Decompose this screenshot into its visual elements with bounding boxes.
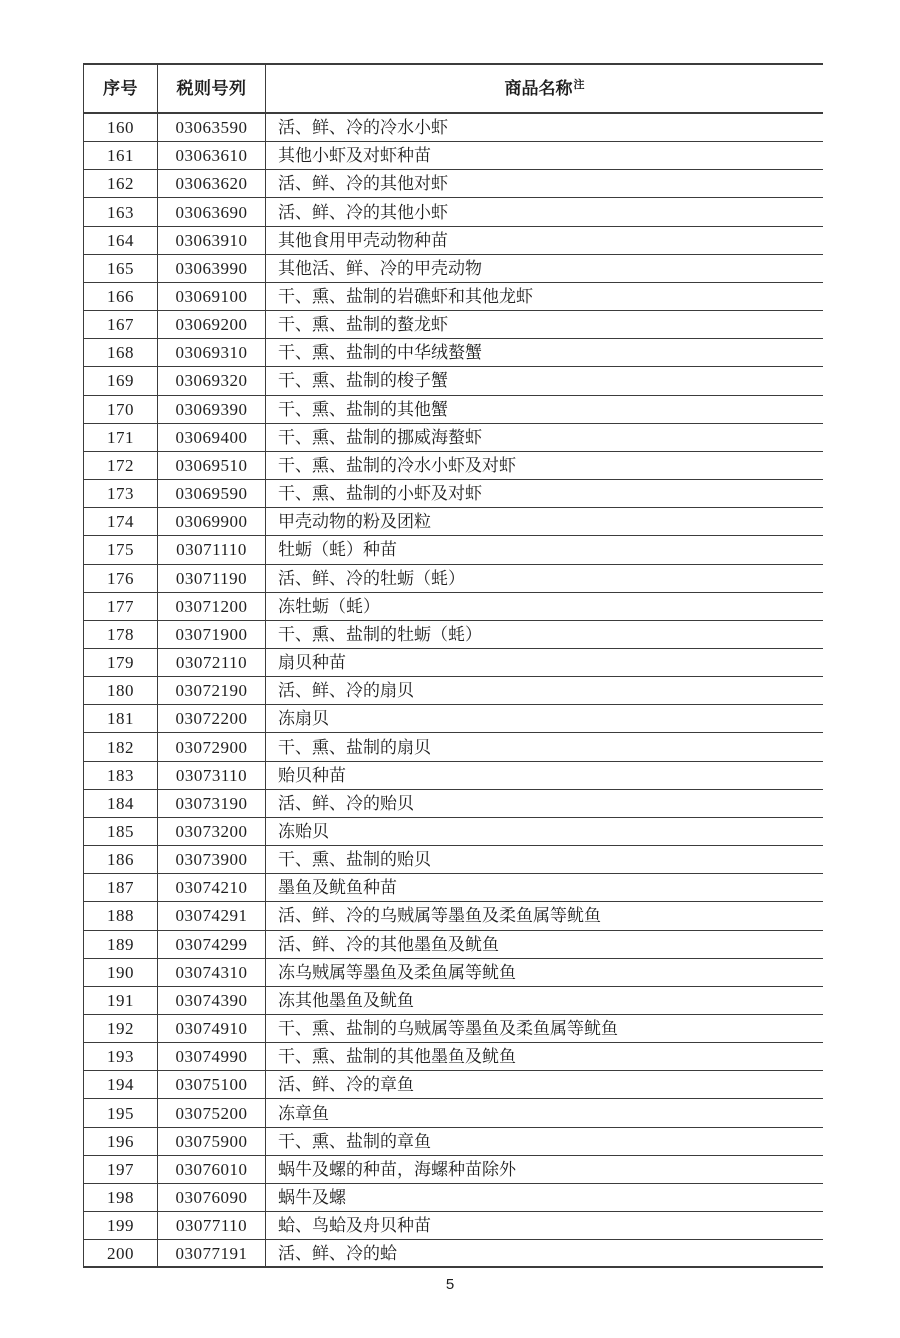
cell-name: 牡蛎（蚝）种苗 <box>278 540 397 560</box>
cell-code: 03074291 <box>158 902 266 929</box>
cell-name: 冻章鱼 <box>278 1103 329 1123</box>
cell-code: 03071200 <box>158 593 266 620</box>
cell-seq: 193 <box>84 1043 158 1070</box>
table-row <box>84 565 823 593</box>
cell-code: 03075900 <box>158 1128 266 1155</box>
table-row <box>84 762 823 790</box>
cell-name: 活、鲜、冷的贻贝 <box>278 793 414 813</box>
cell-name: 干、熏、盐制的岩礁虾和其他龙虾 <box>278 287 533 307</box>
cell-name: 蜗牛及螺 <box>278 1188 346 1208</box>
cell-name: 干、熏、盐制的其他蟹 <box>278 399 448 419</box>
table-row <box>84 367 823 395</box>
cell-name: 活、鲜、冷的其他小虾 <box>278 202 448 222</box>
cell-code: 03072900 <box>158 733 266 760</box>
cell-name: 干、熏、盐制的贻贝 <box>278 850 431 870</box>
table-row <box>84 790 823 818</box>
cell-name: 干、熏、盐制的其他墨鱼及鱿鱼 <box>278 1047 516 1067</box>
cell-seq: 175 <box>84 536 158 563</box>
cell-name: 冻扇贝 <box>278 709 329 729</box>
table-row <box>84 1128 823 1156</box>
table-row <box>84 1212 823 1240</box>
cell-seq: 190 <box>84 959 158 986</box>
header-cell-seq <box>84 65 158 112</box>
cell-name: 蛤、鸟蛤及舟贝种苗 <box>278 1216 431 1236</box>
cell-seq: 185 <box>84 818 158 845</box>
table-row <box>84 508 823 536</box>
cell-seq: 181 <box>84 705 158 732</box>
table-row <box>84 818 823 846</box>
cell-name: 其他食用甲壳动物种苗 <box>278 230 448 250</box>
cell-name: 干、熏、盐制的乌贼属等墨鱼及柔鱼属等鱿鱼 <box>278 1019 618 1039</box>
table-row <box>84 649 823 677</box>
cell-code: 03069310 <box>158 339 266 366</box>
cell-seq: 173 <box>84 480 158 507</box>
table-row <box>84 902 823 930</box>
cell-code: 03077191 <box>158 1240 266 1266</box>
header-code-label: 税则号列 <box>176 79 247 98</box>
cell-name: 活、鲜、冷的乌贼属等墨鱼及柔鱼属等鱿鱼 <box>278 906 601 926</box>
table-body <box>84 114 823 1268</box>
cell-name: 干、熏、盐制的螯龙虾 <box>278 315 448 335</box>
cell-name: 干、熏、盐制的冷水小虾及对虾 <box>278 455 516 475</box>
table-row <box>84 480 823 508</box>
cell-name: 干、熏、盐制的梭子蟹 <box>278 371 448 391</box>
table-row <box>84 1184 823 1212</box>
cell-name: 干、熏、盐制的中华绒螯蟹 <box>278 343 482 363</box>
cell-seq: 177 <box>84 593 158 620</box>
table-row <box>84 536 823 564</box>
cell-code: 03075100 <box>158 1071 266 1098</box>
table-row <box>84 283 823 311</box>
table-row <box>84 311 823 339</box>
table-row <box>84 1071 823 1099</box>
cell-seq: 171 <box>84 424 158 451</box>
cell-code: 03069390 <box>158 396 266 423</box>
cell-name: 活、鲜、冷的牡蛎（蚝） <box>278 568 465 588</box>
table-row <box>84 1043 823 1071</box>
cell-code: 03073200 <box>158 818 266 845</box>
cell-seq: 174 <box>84 508 158 535</box>
cell-code: 03076090 <box>158 1184 266 1211</box>
cell-seq: 161 <box>84 142 158 169</box>
cell-name: 干、熏、盐制的挪威海螯虾 <box>278 427 482 447</box>
cell-code: 03074390 <box>158 987 266 1014</box>
table-row <box>84 339 823 367</box>
table-row <box>84 114 823 142</box>
table-row <box>84 170 823 198</box>
cell-name: 活、鲜、冷的其他对虾 <box>278 174 448 194</box>
cell-code: 03071110 <box>158 536 266 563</box>
table-row <box>84 1240 823 1268</box>
cell-seq: 169 <box>84 367 158 394</box>
cell-seq: 194 <box>84 1071 158 1098</box>
cell-code: 03073190 <box>158 790 266 817</box>
cell-code: 03073900 <box>158 846 266 873</box>
cell-seq: 198 <box>84 1184 158 1211</box>
table-row <box>84 593 823 621</box>
cell-code: 03071900 <box>158 621 266 648</box>
cell-code: 03063910 <box>158 227 266 254</box>
cell-code: 03074210 <box>158 874 266 901</box>
cell-code: 03074990 <box>158 1043 266 1070</box>
table-row <box>84 227 823 255</box>
cell-code: 03069590 <box>158 480 266 507</box>
cell-name: 活、鲜、冷的其他墨鱼及鱿鱼 <box>278 934 499 954</box>
cell-seq: 164 <box>84 227 158 254</box>
cell-seq: 188 <box>84 902 158 929</box>
cell-code: 03071190 <box>158 565 266 592</box>
cell-seq: 189 <box>84 931 158 958</box>
table-row <box>84 987 823 1015</box>
table-row <box>84 705 823 733</box>
cell-name: 墨鱼及鱿鱼种苗 <box>278 878 397 898</box>
cell-seq: 179 <box>84 649 158 676</box>
cell-name: 干、熏、盐制的章鱼 <box>278 1131 431 1151</box>
cell-code: 03069510 <box>158 452 266 479</box>
cell-name: 其他活、鲜、冷的甲壳动物 <box>278 258 482 278</box>
cell-name: 其他小虾及对虾种苗 <box>278 146 431 166</box>
cell-code: 03069400 <box>158 424 266 451</box>
cell-code: 03063610 <box>158 142 266 169</box>
cell-seq: 182 <box>84 733 158 760</box>
cell-seq: 167 <box>84 311 158 338</box>
cell-code: 03075200 <box>158 1099 266 1126</box>
cell-code: 03069200 <box>158 311 266 338</box>
cell-code: 03072110 <box>158 649 266 676</box>
cell-seq: 168 <box>84 339 158 366</box>
page-number: 5 <box>445 1276 455 1293</box>
cell-name: 干、熏、盐制的扇贝 <box>278 737 431 757</box>
header-seq-label: 序号 <box>103 79 138 98</box>
table-row <box>84 198 823 226</box>
cell-name: 冻其他墨鱼及鱿鱼 <box>278 990 414 1010</box>
table-row <box>84 424 823 452</box>
cell-code: 03063690 <box>158 198 266 225</box>
table-row <box>84 931 823 959</box>
table-row <box>84 677 823 705</box>
cell-code: 03074299 <box>158 931 266 958</box>
table-row <box>84 1015 823 1043</box>
cell-name: 干、熏、盐制的小虾及对虾 <box>278 484 482 504</box>
cell-name: 冻牡蛎（蚝） <box>278 596 380 616</box>
table-row <box>84 396 823 424</box>
cell-code: 03077110 <box>158 1212 266 1239</box>
cell-name: 扇贝种苗 <box>278 653 346 673</box>
cell-seq: 183 <box>84 762 158 789</box>
table-header-row <box>84 65 823 114</box>
cell-name: 蜗牛及螺的种苗，海螺种苗除外 <box>278 1159 516 1179</box>
cell-seq: 186 <box>84 846 158 873</box>
cell-seq: 180 <box>84 677 158 704</box>
header-cell-name: 商品名称 注 <box>504 78 585 98</box>
cell-name: 冻贻贝 <box>278 821 329 841</box>
cell-code: 03072200 <box>158 705 266 732</box>
table-row <box>84 733 823 761</box>
table-row <box>84 142 823 170</box>
cell-name: 贻贝种苗 <box>278 765 346 785</box>
cell-code: 03069100 <box>158 283 266 310</box>
cell-code: 03063590 <box>158 114 266 141</box>
table-row <box>84 874 823 902</box>
cell-seq: 187 <box>84 874 158 901</box>
cell-seq: 166 <box>84 283 158 310</box>
cell-seq: 184 <box>84 790 158 817</box>
tariff-table <box>83 63 823 1268</box>
cell-seq: 197 <box>84 1156 158 1183</box>
header-name-label: 商品名称 <box>504 79 573 98</box>
cell-seq: 200 <box>84 1240 158 1266</box>
cell-seq: 172 <box>84 452 158 479</box>
table-row <box>84 621 823 649</box>
cell-seq: 191 <box>84 987 158 1014</box>
cell-seq: 160 <box>84 114 158 141</box>
cell-name: 干、熏、盐制的牡蛎（蚝） <box>278 624 482 644</box>
cell-code: 03074910 <box>158 1015 266 1042</box>
cell-name: 活、鲜、冷的章鱼 <box>278 1075 414 1095</box>
cell-name: 活、鲜、冷的冷水小虾 <box>278 118 448 138</box>
cell-name: 冻乌贼属等墨鱼及柔鱼属等鱿鱼 <box>278 962 516 982</box>
cell-code: 03076010 <box>158 1156 266 1183</box>
cell-seq: 178 <box>84 621 158 648</box>
cell-code: 03069320 <box>158 367 266 394</box>
cell-seq: 163 <box>84 198 158 225</box>
table-row <box>84 452 823 480</box>
cell-code: 03069900 <box>158 508 266 535</box>
cell-seq: 192 <box>84 1015 158 1042</box>
cell-seq: 176 <box>84 565 158 592</box>
cell-seq: 196 <box>84 1128 158 1155</box>
cell-code: 03074310 <box>158 959 266 986</box>
cell-code: 03063620 <box>158 170 266 197</box>
cell-name: 活、鲜、冷的蛤 <box>278 1243 397 1263</box>
cell-seq: 195 <box>84 1099 158 1126</box>
header-cell-code <box>158 65 266 112</box>
cell-seq: 162 <box>84 170 158 197</box>
cell-seq: 199 <box>84 1212 158 1239</box>
cell-code: 03073110 <box>158 762 266 789</box>
table-row <box>84 255 823 283</box>
cell-seq: 170 <box>84 396 158 423</box>
table-row <box>84 1099 823 1127</box>
table-row <box>84 1156 823 1184</box>
cell-code: 03072190 <box>158 677 266 704</box>
cell-code: 03063990 <box>158 255 266 282</box>
cell-name: 甲壳动物的粉及团粒 <box>278 512 431 532</box>
cell-name: 活、鲜、冷的扇贝 <box>278 681 414 701</box>
cell-seq: 165 <box>84 255 158 282</box>
table-row <box>84 846 823 874</box>
table-row <box>84 959 823 987</box>
